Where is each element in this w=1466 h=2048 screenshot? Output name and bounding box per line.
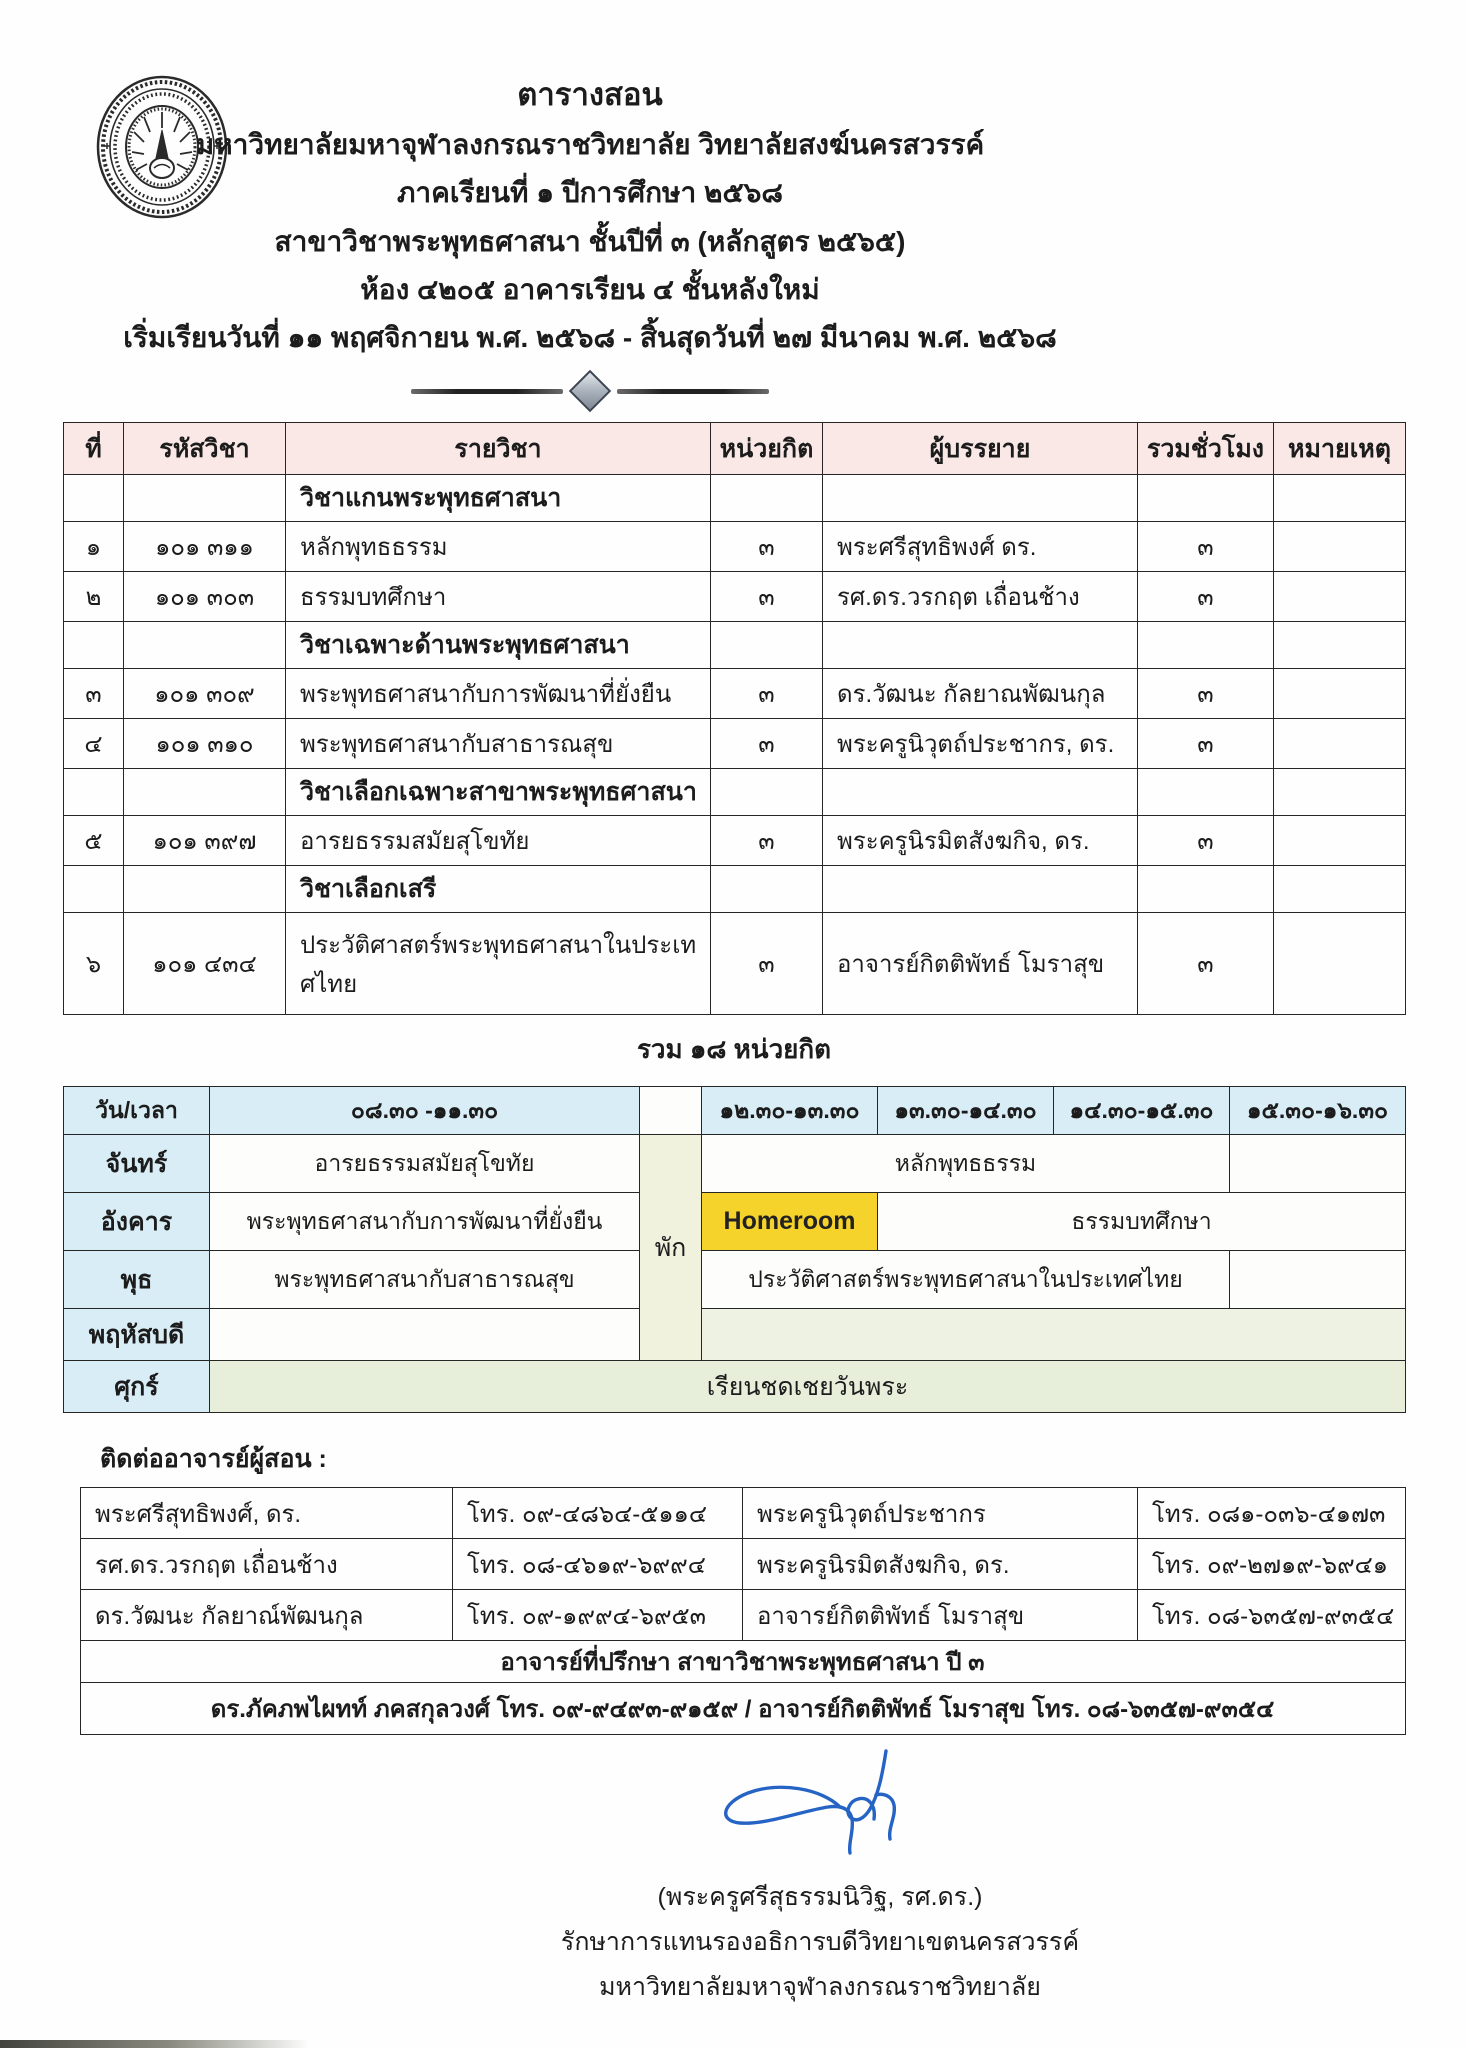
contact-phone: โทร. ๐๙-๔๘๖๔-๕๑๑๔ <box>453 1488 743 1539</box>
course-lecturer: รศ.ดร.วรกฤต เถื่อนช้าง <box>823 572 1138 622</box>
course-no: ๔ <box>64 719 124 769</box>
timetable-row-monday <box>64 1135 1406 1193</box>
slot-header: ๑๓.๓๐-๑๔.๓๐ <box>878 1087 1054 1135</box>
tuesday-afternoon-cell: ธรรมบทศึกษา <box>878 1193 1406 1251</box>
contact-name: ดร.วัฒนะ กัลยาณ์พัฒนกุล <box>81 1590 453 1641</box>
signer-organization: มหาวิทยาลัยมหาจุฬาลงกรณราชวิทยาลัย <box>599 1973 1041 2002</box>
course-name: ประวัติศาสตร์พระพุทธศาสนาในประเทศไทย <box>286 913 711 1015</box>
thursday-morning-cell <box>210 1309 640 1361</box>
diamond-icon <box>569 370 611 412</box>
page-title: ตารางสอน <box>517 77 663 112</box>
contact-name: พระครูนิวุตถ์ประชากร <box>743 1488 1138 1539</box>
col-header-code: รหัสวิชา <box>124 423 286 475</box>
course-code: ๑๐๑ ๓๑๑ <box>124 522 286 572</box>
contact-row <box>81 1488 1406 1539</box>
section-name: วิชาเลือกเสรี <box>286 866 711 913</box>
slot-header: ๑๒.๓๐-๑๓.๓๐ <box>702 1087 878 1135</box>
course-no: ๖ <box>64 913 124 1015</box>
course-code: ๑๐๑ ๓๑๐ <box>124 719 286 769</box>
section-row <box>64 866 1406 913</box>
monday-afternoon-cell: หลักพุทธธรรม <box>702 1135 1230 1193</box>
signature-block <box>540 1745 1100 2010</box>
diamond-divider <box>0 376 1180 406</box>
contact-phone: โทร. ๐๙-๑๙๙๔-๖๙๕๓ <box>453 1590 743 1641</box>
course-hours: ๓ <box>1138 719 1274 769</box>
contact-row <box>81 1590 1406 1641</box>
course-credits: ๓ <box>711 913 823 1015</box>
course-name: พระพุทธศาสนากับการพัฒนาที่ยั่งยืน <box>286 669 711 719</box>
course-row <box>64 719 1406 769</box>
section-row <box>64 769 1406 816</box>
section-name: วิชาเลือกเฉพาะสาขาพระพุทธศาสนา <box>286 769 711 816</box>
divider-bar-left <box>411 389 563 394</box>
tuesday-morning-cell: พระพุทธศาสนากับการพัฒนาที่ยั่งยืน <box>210 1193 640 1251</box>
course-lecturer: พระครูนิรมิตสังฆกิจ, ดร. <box>823 816 1138 866</box>
course-no: ๓ <box>64 669 124 719</box>
monday-morning-cell: อารยธรรมสมัยสุโขทัย <box>210 1135 640 1193</box>
timetable-row-thursday <box>64 1309 1406 1361</box>
course-row <box>64 522 1406 572</box>
section-name: วิชาแกนพระพุทธศาสนา <box>286 475 711 522</box>
col-header-note: หมายเหตุ <box>1274 423 1406 475</box>
course-code: ๑๐๑ ๓๐๓ <box>124 572 286 622</box>
day-label: พฤหัสบดี <box>64 1309 210 1361</box>
signature-scribble <box>690 1745 950 1875</box>
course-row <box>64 913 1406 1015</box>
section-row <box>64 622 1406 669</box>
signer-name: (พระครูศรีสุธรรมนิวิฐ, รศ.ดร.) <box>657 1883 983 1912</box>
course-note <box>1274 816 1406 866</box>
course-hours: ๓ <box>1138 816 1274 866</box>
course-credits: ๓ <box>711 669 823 719</box>
course-no: ๒ <box>64 572 124 622</box>
contact-phone: โทร. ๐๘-๔๖๑๙-๖๙๙๔ <box>453 1539 743 1590</box>
course-hours: ๓ <box>1138 572 1274 622</box>
timetable-row-friday <box>64 1361 1406 1413</box>
advisor-title: อาจารย์ที่ปรึกษา สาขาวิชาพระพุทธศาสนา ปี ๓ <box>81 1641 1406 1683</box>
wednesday-lastslot-cell <box>1230 1251 1406 1309</box>
course-row <box>64 816 1406 866</box>
document-header <box>0 0 1180 362</box>
course-row <box>64 669 1406 719</box>
program-line: สาขาวิชาพระพุทธศาสนา ชั้นปีที่ ๓ (หลักสูตร ๒๕๖๕) <box>274 225 906 257</box>
advisor-contacts: ดร.ภัคภพไผทท์ ภคสกุลวงศ์ โทร. ๐๙-๙๔๙๓-๙๑๕๙ / อาจารย์กิตติพัทธ์ โมราสุข โทร. ๐๘-๖๓๕๗-๙๓๕๔ <box>81 1683 1406 1735</box>
contact-row <box>81 1539 1406 1590</box>
course-note <box>1274 522 1406 572</box>
signer-position: รักษาการแทนรองอธิการบดีวิทยาเขตนครสวรรค์ <box>560 1928 1080 1957</box>
advisor-line-row <box>81 1683 1406 1735</box>
contact-name: พระศรีสุทธิพงศ์, ดร. <box>81 1488 453 1539</box>
col-header-name: รายวิชา <box>286 423 711 475</box>
course-note <box>1274 913 1406 1015</box>
course-no: ๑ <box>64 522 124 572</box>
course-note <box>1274 719 1406 769</box>
col-header-lecturer: ผู้บรรยาย <box>823 423 1138 475</box>
slot-header: ๑๕.๓๐-๑๖.๓๐ <box>1230 1087 1406 1135</box>
course-credits: ๓ <box>711 522 823 572</box>
dates-line: เริ่มเรียนวันที่ ๑๑ พฤศจิกายน พ.ศ. ๒๕๖๘ - สิ้นสุดวันที่ ๒๗ มีนาคม พ.ศ. ๒๕๖๘ <box>123 321 1057 353</box>
day-label: จันทร์ <box>64 1135 210 1193</box>
contact-phone: โทร. ๐๘-๖๓๕๗-๙๓๕๔ <box>1138 1590 1406 1641</box>
divider-bar-right <box>617 389 769 394</box>
monday-lastslot-cell <box>1230 1135 1406 1193</box>
contacts-table <box>80 1487 1406 1735</box>
course-lecturer: พระครูนิวุตถ์ประชากร, ดร. <box>823 719 1138 769</box>
course-no: ๕ <box>64 816 124 866</box>
course-table <box>63 422 1406 1015</box>
contact-name: พระครูนิรมิตสังฆกิจ, ดร. <box>743 1539 1138 1590</box>
col-header-credits: หน่วยกิต <box>711 423 823 475</box>
scan-edge-artifact <box>0 2040 310 2048</box>
break-cell: พัก <box>640 1135 702 1361</box>
timetable-row-tuesday <box>64 1193 1406 1251</box>
timetable-header-row <box>64 1087 1406 1135</box>
advisor-title-row <box>81 1641 1406 1683</box>
course-table-header-row <box>64 423 1406 475</box>
course-name: อารยธรรมสมัยสุโขทัย <box>286 816 711 866</box>
course-hours: ๓ <box>1138 913 1274 1015</box>
course-hours: ๓ <box>1138 669 1274 719</box>
course-code: ๑๐๑ ๓๐๙ <box>124 669 286 719</box>
timetable-row-wednesday <box>64 1251 1406 1309</box>
course-name: ธรรมบทศึกษา <box>286 572 711 622</box>
room-line: ห้อง ๔๒๐๕ อาคารเรียน ๔ ชั้นหลังใหม่ <box>360 273 820 305</box>
course-name: พระพุทธศาสนากับสาธารณสุข <box>286 719 711 769</box>
morning-slot-header: ๐๘.๓๐ -๑๑.๓๐ <box>210 1087 640 1135</box>
course-credits: ๓ <box>711 719 823 769</box>
day-label: พุธ <box>64 1251 210 1309</box>
course-credits: ๓ <box>711 816 823 866</box>
course-name: หลักพุทธธรรม <box>286 522 711 572</box>
contact-phone: โทร. ๐๘๑-๐๓๖-๔๑๗๓ <box>1138 1488 1406 1539</box>
section-name: วิชาเฉพาะด้านพระพุทธศาสนา <box>286 622 711 669</box>
contact-name: รศ.ดร.วรกฤต เถื่อนช้าง <box>81 1539 453 1590</box>
wednesday-afternoon-cell: ประวัติศาสตร์พระพุทธศาสนาในประเทศไทย <box>702 1251 1230 1309</box>
university-name: มหาวิทยาลัยมหาจุฬาลงกรณราชวิทยาลัย วิทยาลัยสงฆ์นครสวรรค์ <box>195 129 985 161</box>
weekly-timetable <box>63 1086 1406 1413</box>
semester-line: ภาคเรียนที่ ๑ ปีการศึกษา ๒๕๖๘ <box>396 177 784 209</box>
course-note <box>1274 669 1406 719</box>
col-header-no: ที่ <box>64 423 124 475</box>
break-column-header <box>640 1087 702 1135</box>
contact-name: อาจารย์กิตติพัทธ์ โมราสุข <box>743 1590 1138 1641</box>
course-row <box>64 572 1406 622</box>
section-row <box>64 475 1406 522</box>
wednesday-morning-cell: พระพุทธศาสนากับสาธารณสุข <box>210 1251 640 1309</box>
contact-phone: โทร. ๐๙-๒๗๑๙-๖๙๔๑ <box>1138 1539 1406 1590</box>
col-header-hours: รวมชั่วโมง <box>1138 423 1274 475</box>
course-lecturer: อาจารย์กิตติพัทธ์ โมราสุข <box>823 913 1138 1015</box>
course-hours: ๓ <box>1138 522 1274 572</box>
corner-cell: วัน/เวลา <box>64 1087 210 1135</box>
course-code: ๑๐๑ ๓๙๗ <box>124 816 286 866</box>
course-lecturer: พระศรีสุทธิพงศ์ ดร. <box>823 522 1138 572</box>
course-code: ๑๐๑ ๔๓๔ <box>124 913 286 1015</box>
friday-full-cell: เรียนชดเชยวันพระ <box>210 1361 1406 1413</box>
course-note <box>1274 572 1406 622</box>
day-label: ศุกร์ <box>64 1361 210 1413</box>
course-credits: ๓ <box>711 572 823 622</box>
day-label: อังคาร <box>64 1193 210 1251</box>
homeroom-cell: Homeroom <box>702 1193 878 1251</box>
total-credits: รวม ๑๘ หน่วยกิต <box>636 1034 832 1065</box>
contacts-label: ติดต่ออาจารย์ผู้สอน : <box>100 1445 327 1474</box>
course-lecturer: ดร.วัฒนะ กัลยาณพัฒนกุล <box>823 669 1138 719</box>
thursday-afternoon-cell <box>702 1309 1406 1361</box>
slot-header: ๑๔.๓๐-๑๕.๓๐ <box>1054 1087 1230 1135</box>
